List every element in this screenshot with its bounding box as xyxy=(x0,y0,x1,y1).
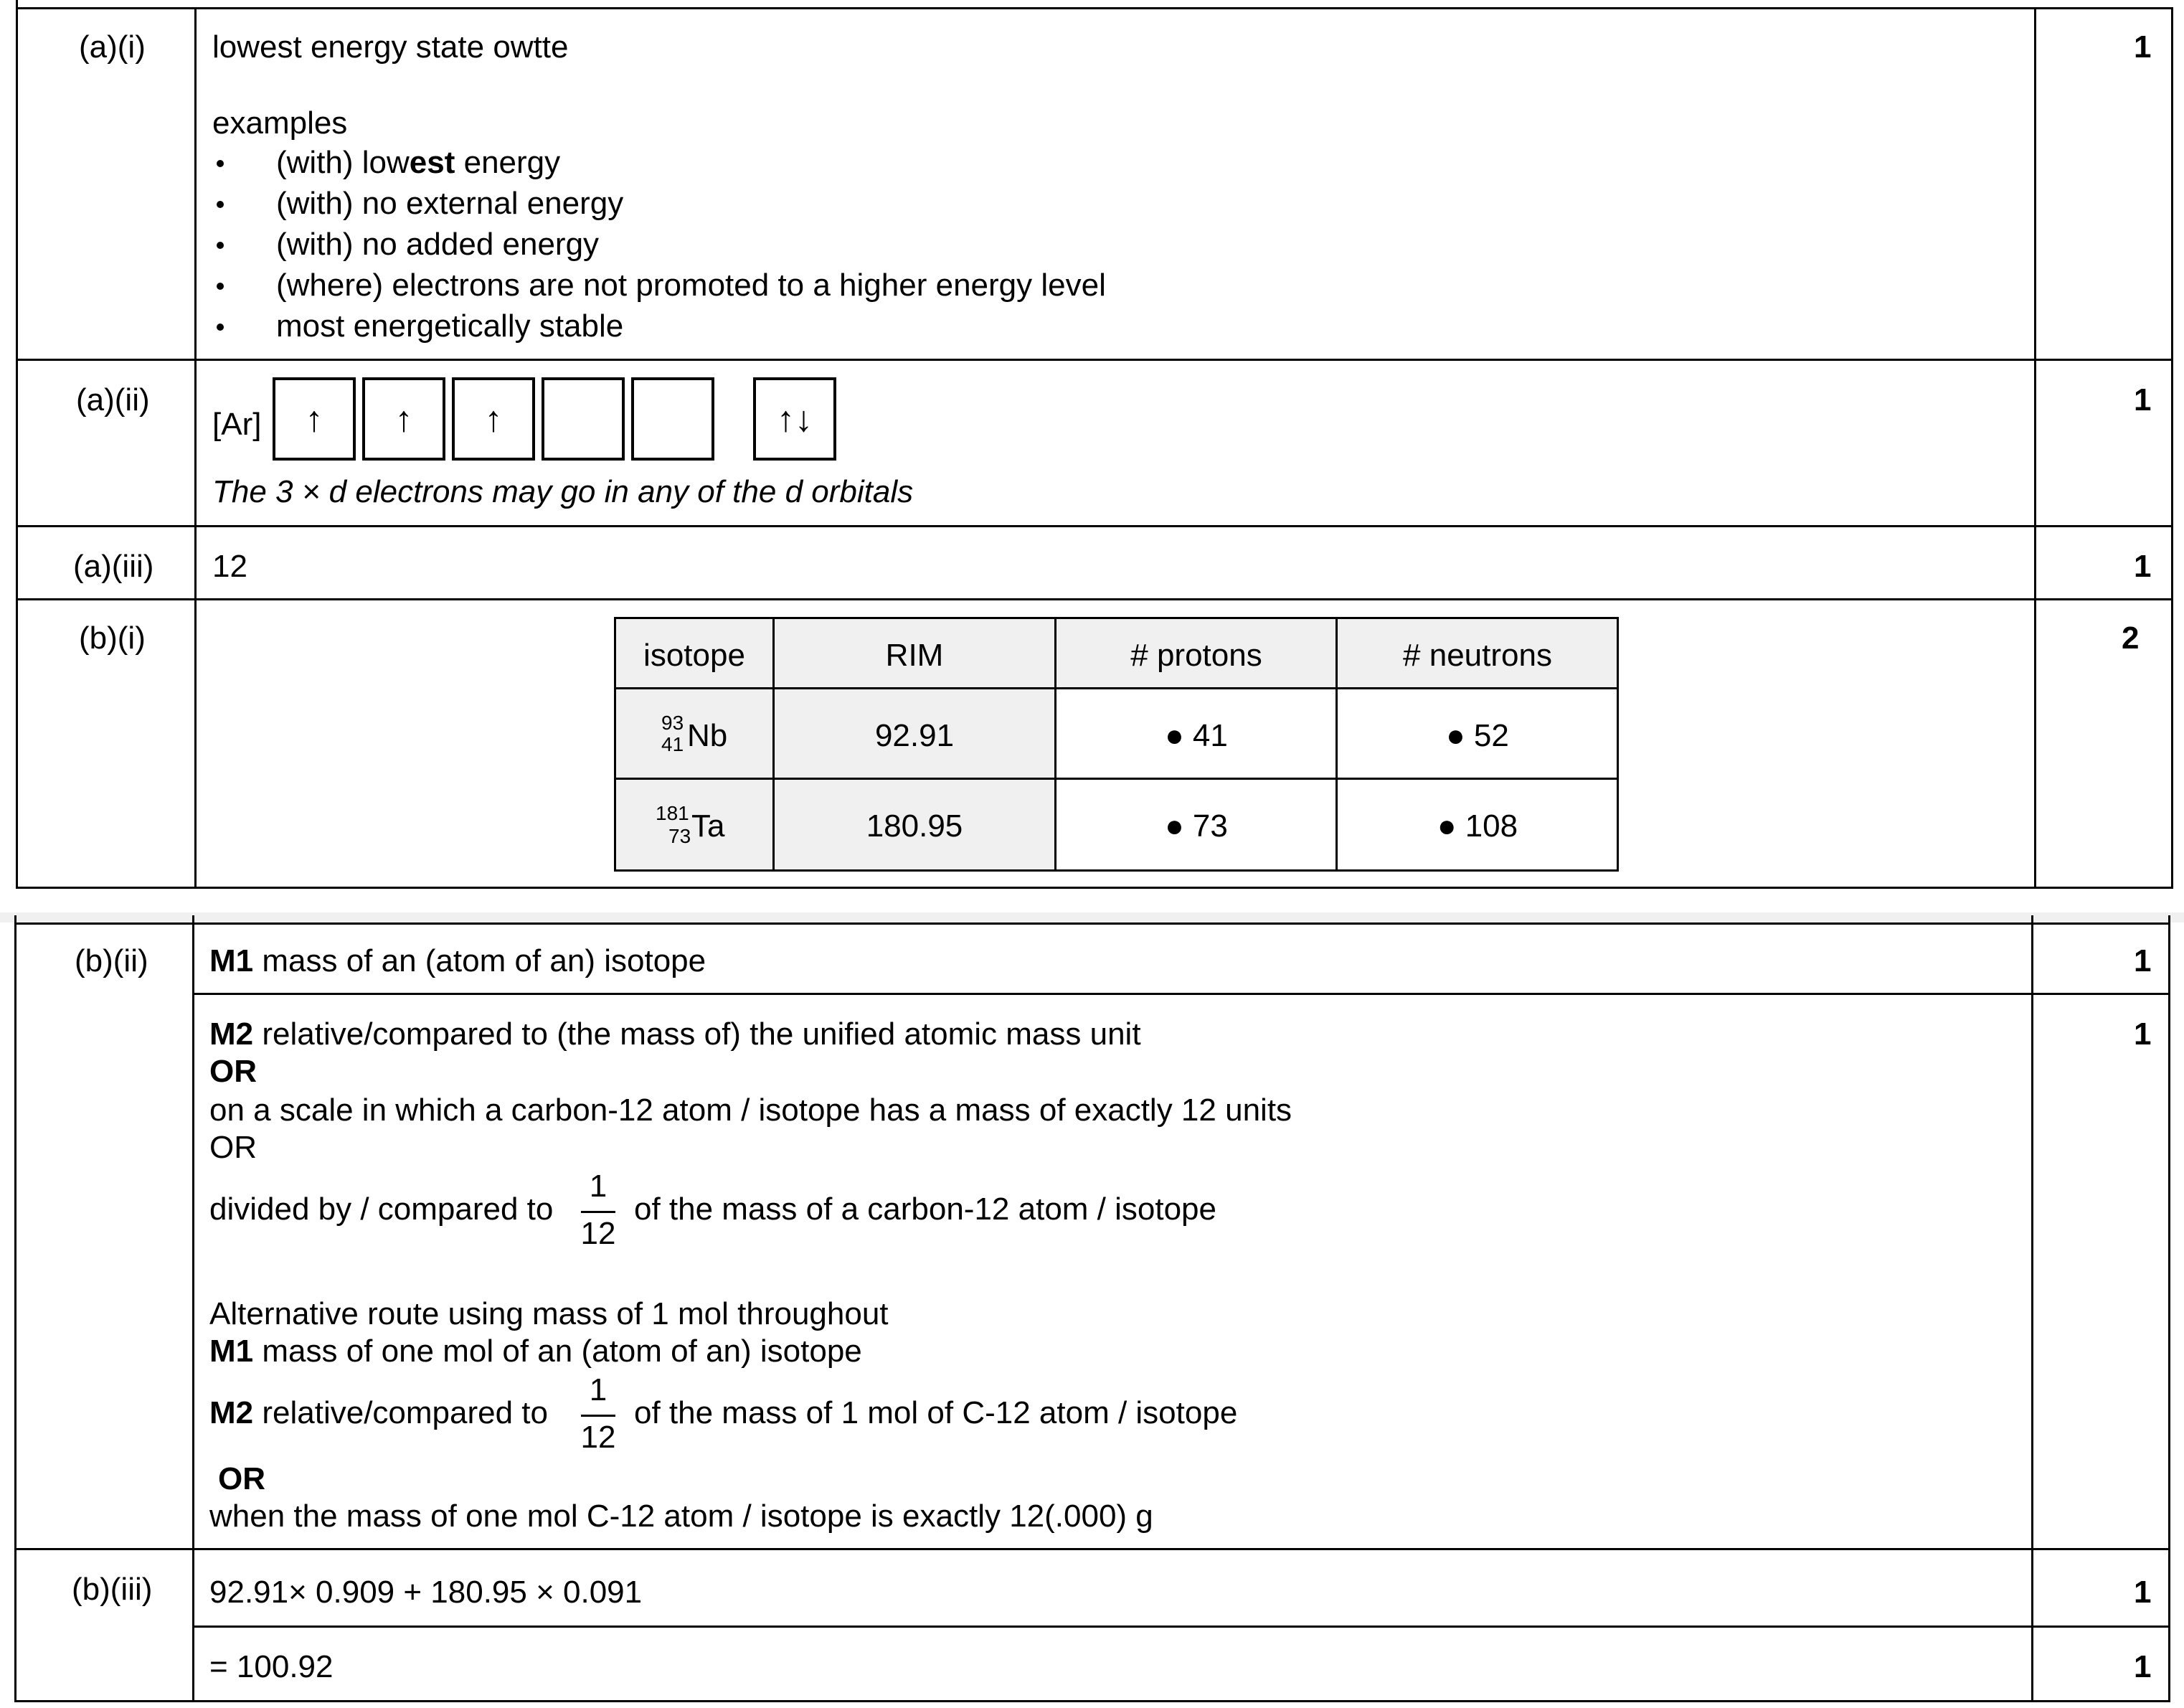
bullet-icon xyxy=(217,242,224,249)
examples-heading: examples xyxy=(212,105,348,141)
alt-m2-pre: M2 relative/compared to xyxy=(209,1395,548,1430)
mark-b-iii-calc: 1 xyxy=(2134,1575,2152,1610)
row-label-a-i: (a)(i) xyxy=(79,29,146,65)
fraction-one-twelfth: 1 12 xyxy=(580,1372,616,1455)
orbital-note: The 3 × d electrons may go in any of the d orbitals xyxy=(212,474,914,509)
d-orbital-box: ↑ xyxy=(273,377,356,461)
header-neutrons: # neutrons xyxy=(1403,638,1552,673)
b-ii-scale-line: on a scale in which a carbon-12 atom / isotope has a mass of exactly 12 units xyxy=(209,1093,1292,1128)
bullet-icon xyxy=(217,324,224,331)
mark-a-iii: 1 xyxy=(2134,549,2152,584)
mark-a-i: 1 xyxy=(2134,29,2152,65)
neutrons-ta: ● 108 xyxy=(1437,808,1518,844)
b-ii-m2: M2 relative/compared to (the mass of) the unified atomic mass unit xyxy=(209,1016,1141,1052)
or-bold-label: OR xyxy=(209,1054,257,1089)
answer-a-iii: 12 xyxy=(212,549,247,584)
row-label-b-iii: (b)(iii) xyxy=(72,1572,153,1607)
example-item: (where) electrons are not promoted to a higher energy level xyxy=(276,268,1106,303)
mark-a-ii: 1 xyxy=(2134,382,2152,417)
header-isotope: isotope xyxy=(643,638,745,673)
mark-b-ii-m2: 1 xyxy=(2134,1016,2152,1052)
b-ii-divided-pre: divided by / compared to xyxy=(209,1192,554,1227)
example-item: (with) lowest energy xyxy=(276,145,561,180)
alt-or-bold: OR xyxy=(218,1461,265,1496)
mark-b-ii-m1: 1 xyxy=(2134,943,2152,978)
d-orbital-box xyxy=(631,377,714,461)
d-orbital-box: ↑ xyxy=(362,377,445,461)
fraction-one-twelfth: 1 12 xyxy=(580,1169,616,1251)
row-label-b-ii: (b)(ii) xyxy=(75,943,148,978)
rim-nb: 92.91 xyxy=(874,718,955,753)
example-item: (with) no external energy xyxy=(276,186,624,221)
argon-core-label: [Ar] xyxy=(212,407,262,442)
protons-nb: ● 41 xyxy=(1165,718,1228,753)
row-label-a-ii: (a)(ii) xyxy=(76,382,150,417)
b-iii-result: = 100.92 xyxy=(209,1649,334,1684)
alt-last-line: when the mass of one mol C-12 atom / isotope is exactly 12(.000) g xyxy=(209,1499,1153,1534)
or-plain-label: OR xyxy=(209,1130,257,1165)
protons-ta: ● 73 xyxy=(1165,808,1228,844)
b-ii-m1: M1 mass of an (atom of an) isotope xyxy=(209,943,706,978)
bullet-icon xyxy=(217,160,224,167)
example-item: most energetically stable xyxy=(276,308,624,344)
d-orbital-box: ↑ xyxy=(452,377,535,461)
header-protons: # protons xyxy=(1130,638,1262,673)
b-ii-divided-post: of the mass of a carbon-12 atom / isotope xyxy=(634,1192,1217,1227)
d-orbital-box xyxy=(542,377,625,461)
mark-b-iii-result: 1 xyxy=(2134,1649,2152,1684)
row-label-b-i: (b)(i) xyxy=(79,621,146,656)
mark-b-i: 2 xyxy=(2122,621,2140,656)
bullet-icon xyxy=(217,201,224,208)
answer-lowest-energy: lowest energy state owtte xyxy=(212,29,569,65)
example-item: (with) no added energy xyxy=(276,227,600,262)
neutrons-nb: ● 52 xyxy=(1446,718,1509,753)
alt-m2-post: of the mass of 1 mol of C-12 atom / isotope xyxy=(634,1395,1238,1430)
rim-ta: 180.95 xyxy=(866,808,963,844)
bullet-icon xyxy=(217,283,224,290)
alt-m1: M1 mass of one mol of an (atom of an) isotope xyxy=(209,1334,862,1369)
s-orbital-box: ↑↓ xyxy=(753,377,836,461)
alt-route-heading: Alternative route using mass of 1 mol throughout xyxy=(209,1296,889,1331)
b-iii-calculation: 92.91× 0.909 + 180.95 × 0.091 xyxy=(209,1575,643,1610)
page-gap xyxy=(0,912,2184,923)
header-rim: RIM xyxy=(885,638,944,673)
row-label-a-iii: (a)(iii) xyxy=(73,549,154,584)
